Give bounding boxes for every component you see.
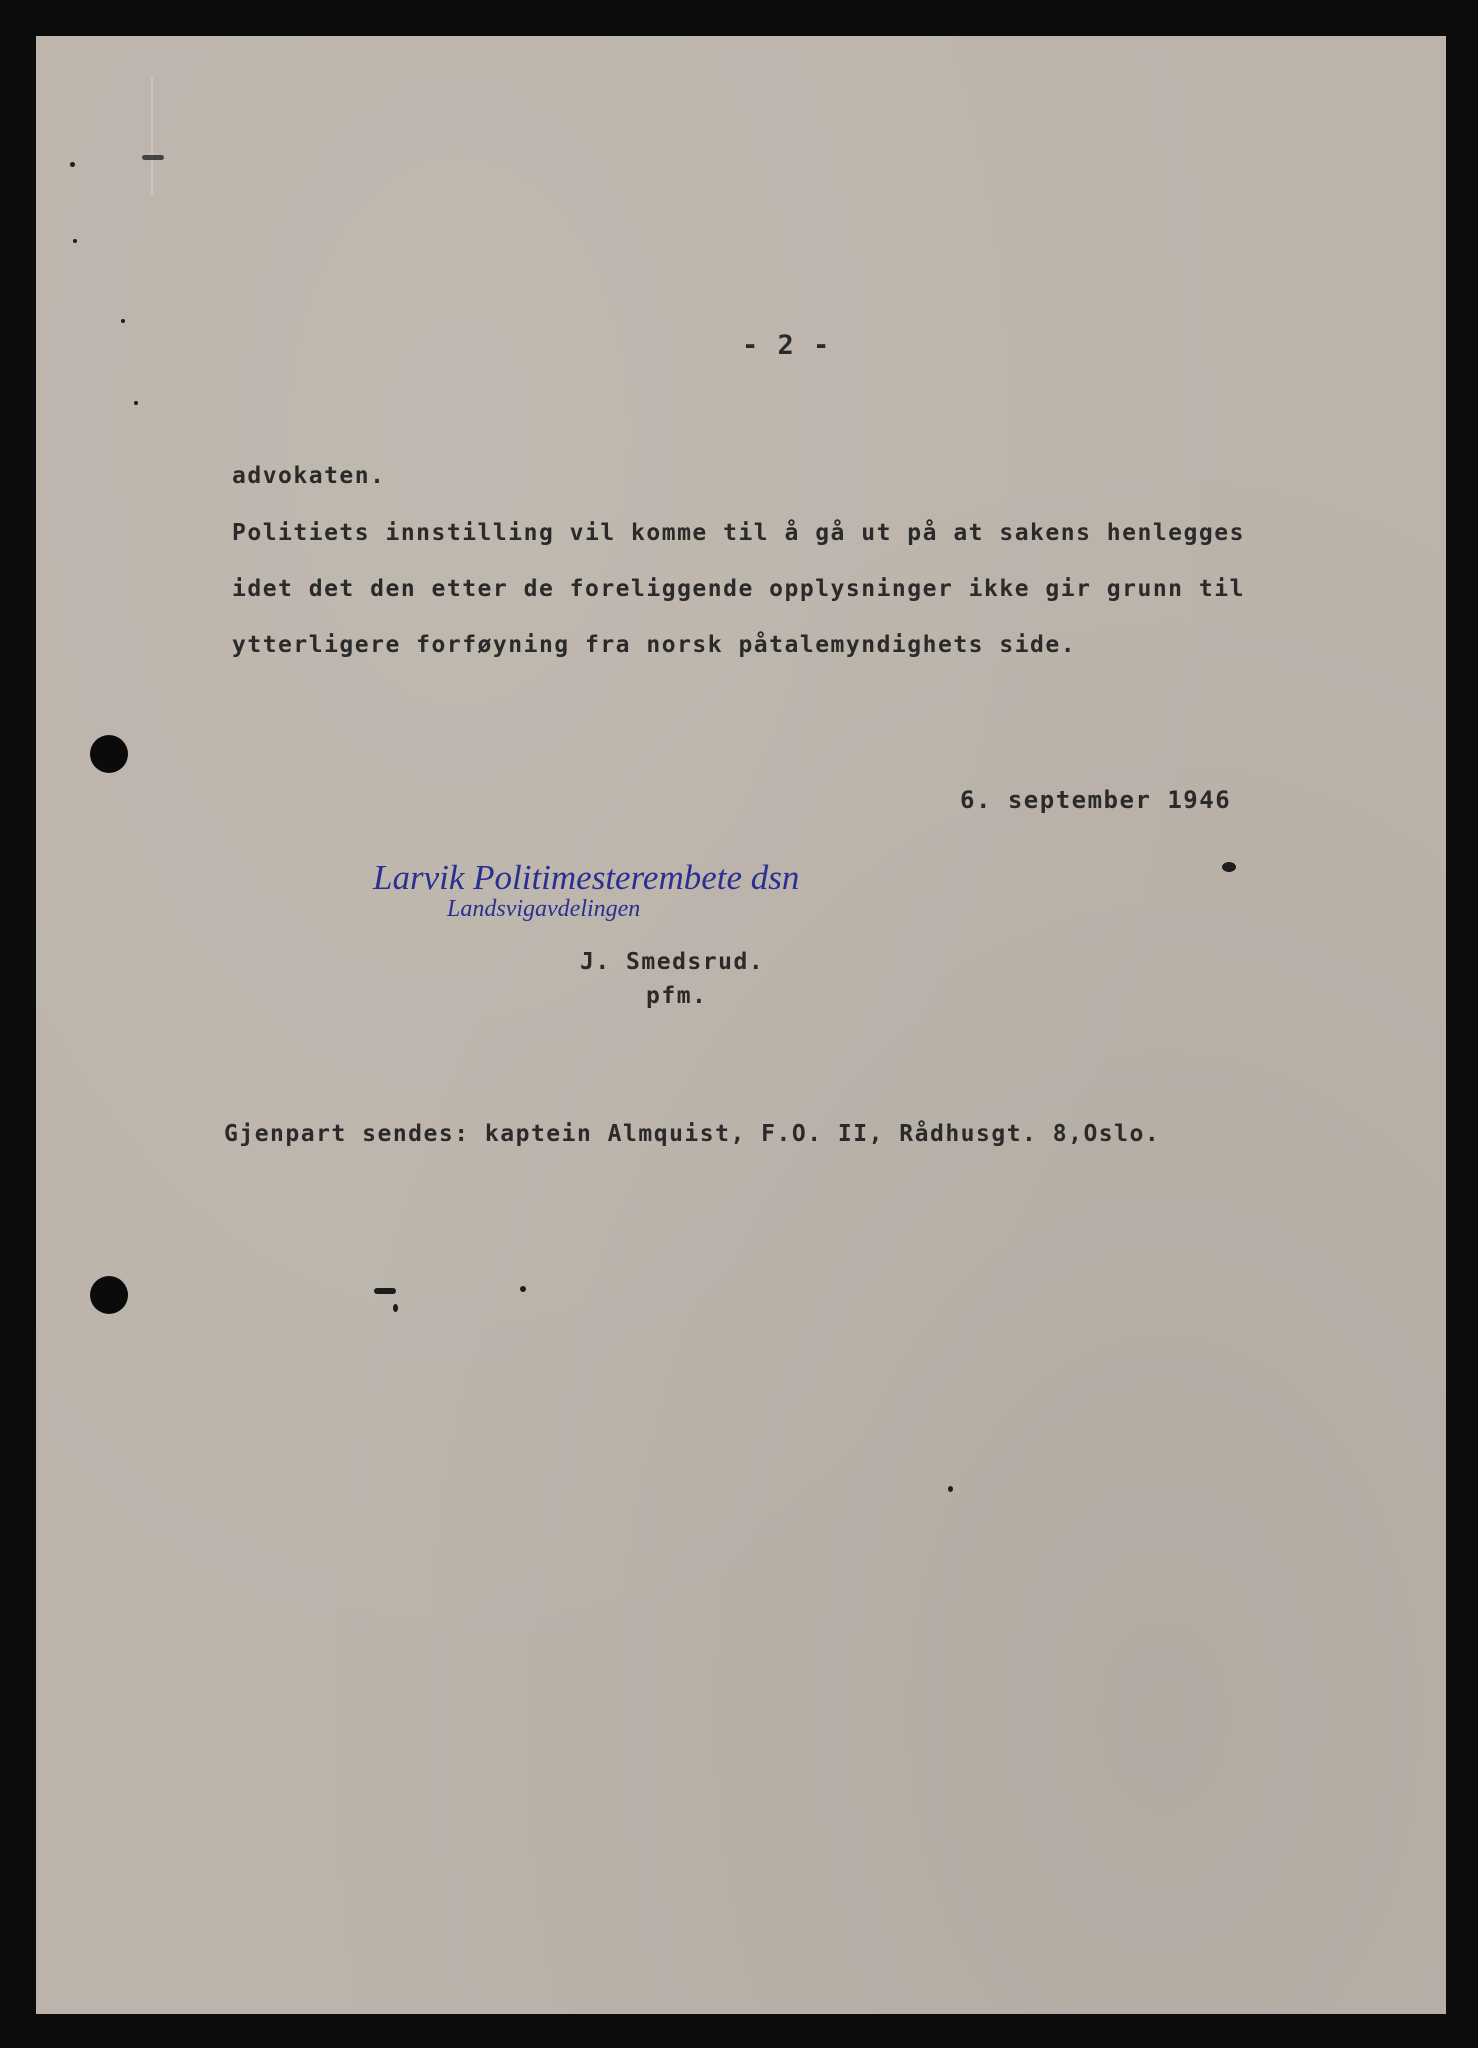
body-line: advokaten. bbox=[232, 463, 386, 489]
ink-speck bbox=[520, 1286, 526, 1292]
page-number: - 2 - bbox=[742, 330, 831, 361]
body-line: Politiets innstilling vil komme til å gå ut på at sakens henlegges bbox=[232, 520, 1245, 546]
ink-speck bbox=[134, 401, 138, 405]
ink-speck bbox=[70, 162, 75, 167]
body-line: ytterligere forføyning fra norsk påtalemyndighets side. bbox=[232, 632, 1077, 658]
signatory-title: pfm. bbox=[646, 983, 708, 1009]
ink-speck bbox=[121, 319, 125, 323]
punch-hole bbox=[90, 1276, 128, 1314]
ink-speck bbox=[142, 155, 164, 160]
paper-fold-mark bbox=[151, 76, 153, 196]
punch-hole bbox=[90, 735, 128, 773]
stamp-office-name: Larvik Politimesterembete dsn bbox=[373, 858, 800, 897]
letter-date: 6. september 1946 bbox=[960, 786, 1232, 814]
signatory-name: J. Smedsrud. bbox=[580, 949, 765, 975]
ink-speck bbox=[374, 1288, 396, 1294]
ink-speck bbox=[393, 1304, 398, 1312]
document-page bbox=[36, 36, 1446, 2014]
stamp-department: Landsvigavdelingen bbox=[447, 896, 641, 922]
ink-speck bbox=[73, 239, 77, 243]
copy-recipient-line: Gjenpart sendes: kaptein Almquist, F.O. II, Rådhusgt. 8,Oslo. bbox=[224, 1121, 1161, 1147]
ink-speck bbox=[1222, 862, 1236, 872]
ink-speck bbox=[948, 1486, 953, 1492]
body-line: idet det den etter de foreliggende opplysninger ikke gir grunn til bbox=[232, 576, 1245, 602]
